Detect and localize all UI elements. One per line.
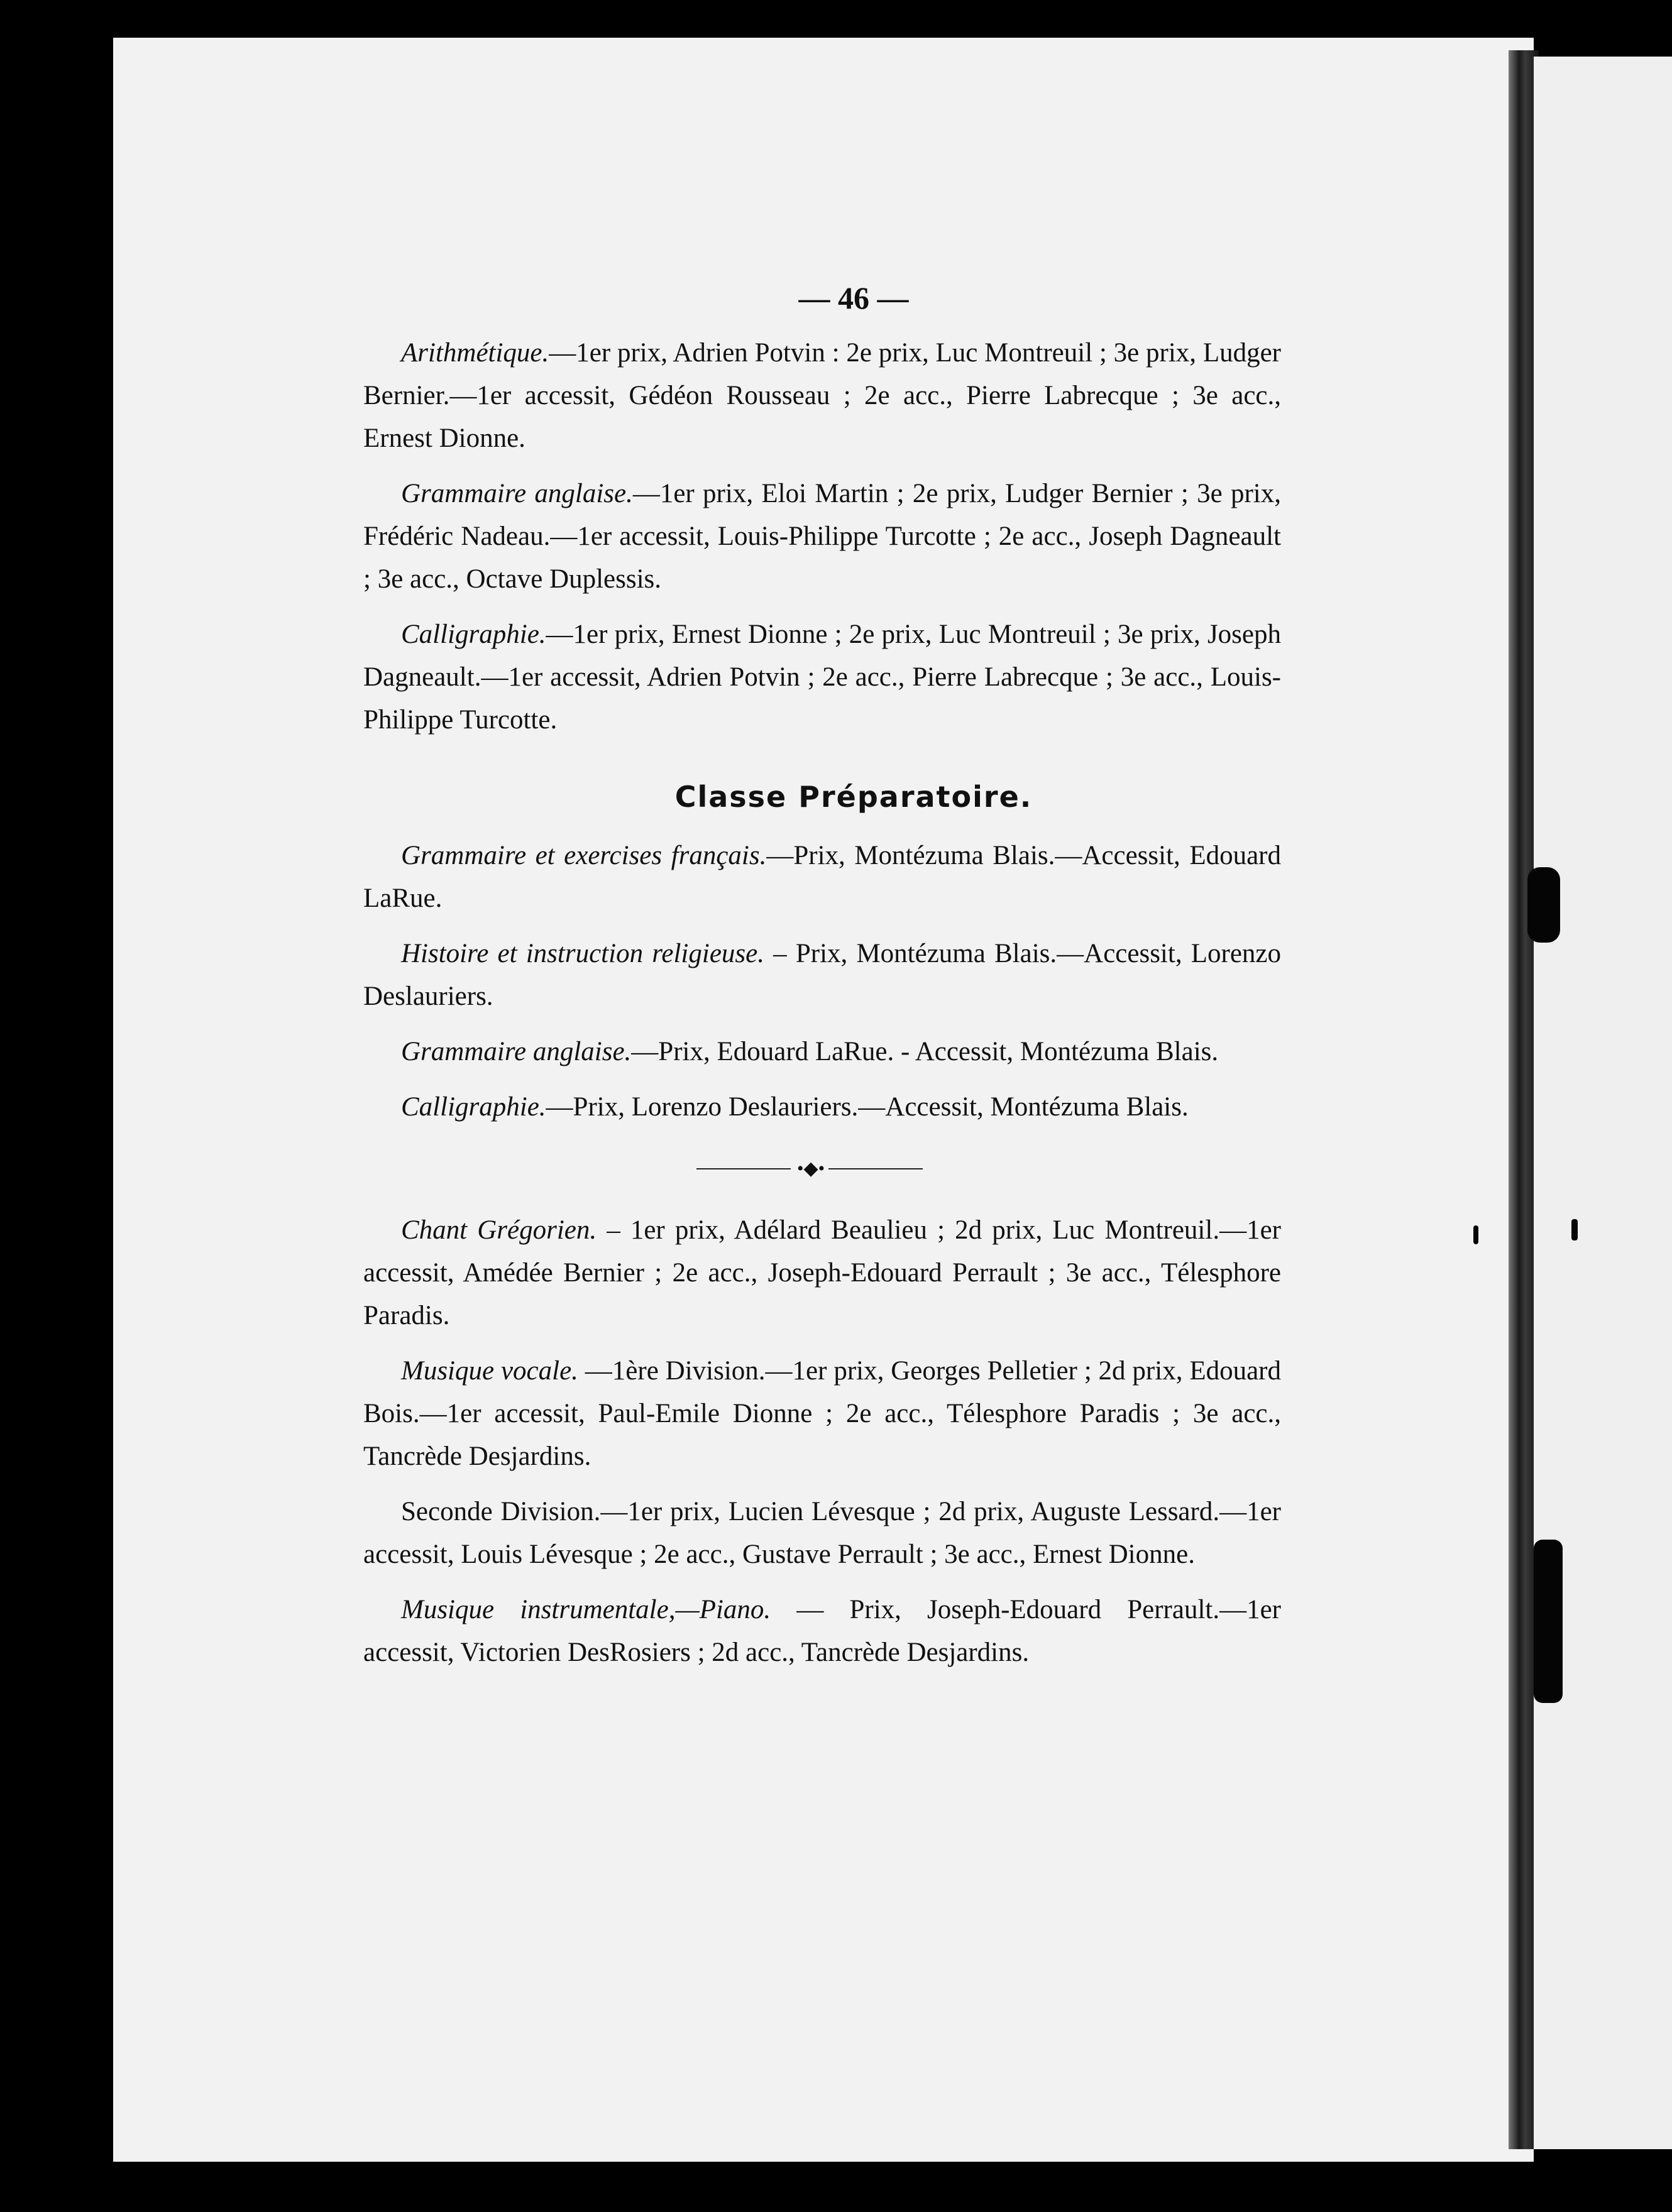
- section-separator: [696, 1156, 923, 1181]
- prize-text: – 1er prix, Adélard Beaulieu ; 2d prix, Luc Montreuil.—1er accessit, Amédée Bernier ; 2e acc., Joseph-Edouard Perrault ; 3e acc., Télesphore Paradis.: [363, 1215, 1281, 1330]
- prize-entry-seconde-division: [363, 1491, 1281, 1576]
- edge-speck: [1571, 1219, 1578, 1240]
- subject-label: Calligraphie.: [401, 620, 546, 649]
- edge-speck-2: [1473, 1225, 1478, 1244]
- subject-label: Chant Grégorien.: [401, 1215, 597, 1245]
- prize-entry-grammaire-francais: [363, 835, 1281, 920]
- prize-text: —Prix, Lorenzo Deslauriers.—Accessit, Montézuma Blais.: [546, 1092, 1189, 1122]
- separator-line-left: [696, 1168, 791, 1169]
- prize-entry-grammaire-anglaise: [363, 473, 1281, 601]
- prize-entry-arithmetique: [363, 332, 1281, 460]
- facing-page-edge: [1534, 57, 1672, 2149]
- spine-damage-mark: [1527, 867, 1560, 943]
- prize-entry-chant-gregorien: [363, 1209, 1281, 1337]
- subject-label: Grammaire anglaise.: [401, 479, 633, 508]
- subject-label: Grammaire anglaise.: [401, 1037, 632, 1066]
- separator-line-right: [828, 1168, 923, 1169]
- spine-damage-mark-lower: [1534, 1540, 1563, 1703]
- prize-text: —Prix, Edouard LaRue. - Accessit, Montézuma Blais.: [631, 1037, 1219, 1066]
- prize-entry-histoire: [363, 933, 1281, 1018]
- prize-entry-musique-instrumentale: [363, 1589, 1281, 1674]
- prize-entry-calligraphie-prep: [363, 1086, 1281, 1129]
- section-heading: Classe Préparatoire.: [674, 780, 1033, 814]
- prize-text: Seconde Division.—1er prix, Lucien Lévesque ; 2d prix, Auguste Lessard.—1er accessit, Louis Lévesque ; 2e acc., Gustave Perrault ; 3e acc., Ernest Dionne.: [363, 1497, 1281, 1569]
- prize-entry-grammaire-anglaise-prep: [363, 1031, 1281, 1073]
- separator-ornament: •◆•: [797, 1158, 825, 1179]
- page-text: [363, 276, 1281, 1687]
- prize-text: —1er prix, Eloi Martin ; 2e prix, Ludger Bernier ; 3e prix, Frédéric Nadeau.—1er accessit, Louis-Philippe Turcotte ; 2e acc., Joseph Dagneault ; 3e acc., Octave Duplessis.: [363, 479, 1281, 594]
- subject-label: Musique vocale.: [401, 1356, 578, 1386]
- prize-entry-musique-vocale: [363, 1350, 1281, 1478]
- prize-text: —1er prix, Adrien Potvin : 2e prix, Luc Montreuil ; 3e prix, Ludger Bernier.—1er accessit, Gédéon Rousseau ; 2e acc., Pierre Labrecque ; 3e acc., Ernest Dionne.: [363, 338, 1281, 453]
- subject-label: Histoire et instruction religieuse.: [401, 939, 764, 968]
- subject-label: Calligraphie.: [401, 1092, 546, 1122]
- subject-label: Arithmétique.: [401, 338, 549, 368]
- prize-text: —1ère Division.—1er prix, Georges Pelletier ; 2d prix, Edouard Bois.—1er accessit, Paul-Emile Dionne ; 2e acc., Télesphore Paradis ; 3e acc., Tancrède Desjardins.: [363, 1356, 1281, 1471]
- prize-entry-calligraphie: [363, 613, 1281, 742]
- subject-label: Musique instrumentale,—Piano.: [401, 1595, 771, 1624]
- prize-text: — Prix, Joseph-Edouard Perrault.—1er accessit, Victorien DesRosiers ; 2d acc., Tancrède Desjardins.: [363, 1595, 1282, 1667]
- page-number: — 46 —: [798, 280, 909, 315]
- subject-label: Grammaire et exercises français.: [401, 841, 767, 870]
- prize-text: – Prix, Montézuma Blais.—Accessit, Lorenzo Deslauriers.: [363, 939, 1281, 1011]
- prize-text: —1er prix, Ernest Dionne ; 2e prix, Luc Montreuil ; 3e prix, Joseph Dagneault.—1er accessit, Adrien Potvin ; 2e acc., Pierre Labrecque ; 3e acc., Louis-Philippe Turcotte.: [363, 620, 1281, 735]
- prize-text: —Prix, Montézuma Blais.—Accessit, Edouard LaRue.: [363, 841, 1281, 913]
